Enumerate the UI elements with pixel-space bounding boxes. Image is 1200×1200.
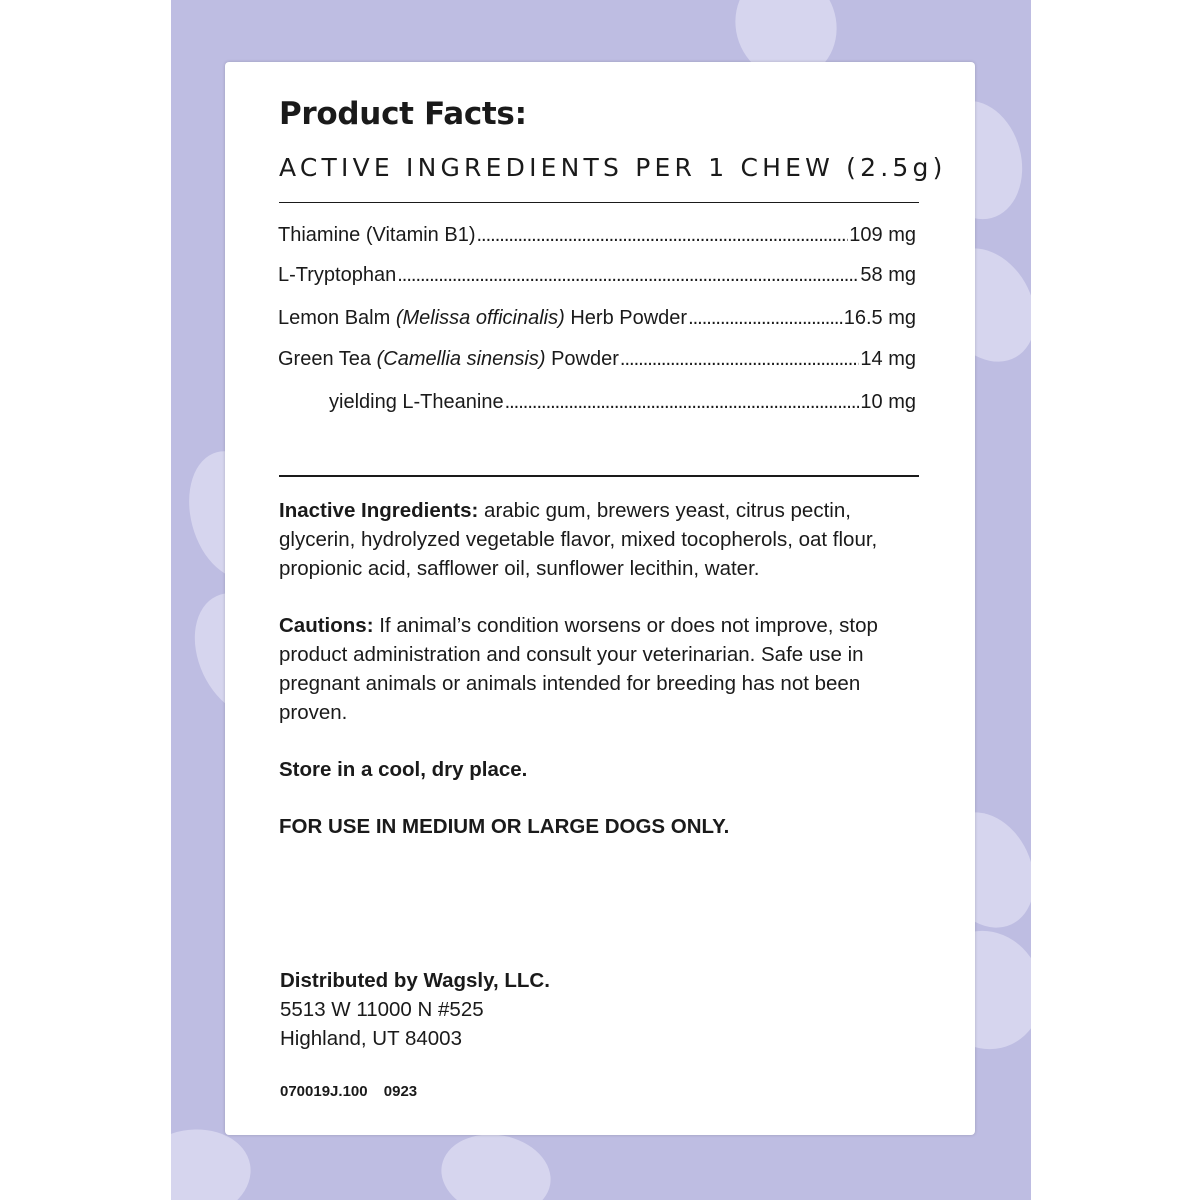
inactive-ingredients-text: arabic gum, brewers yeast, citrus pectin, glycerin, hydrolyzed vegetable flavor, mixed tocopherols, oat flour, propionic acid, safflower oil, sunflower lecithin, water. [279, 499, 878, 580]
distributor-address-line1: 5513 W 11000 N #525 [280, 998, 484, 1021]
inactive-ingredients-paragraph [279, 496, 929, 583]
ingredient-row-thiamine [278, 224, 916, 252]
active-ingredients-subtitle: ACTIVE INGREDIENTS PER 1 CHEW (2.5g) [279, 153, 947, 182]
storage-instruction: Store in a cool, dry place. [279, 758, 528, 781]
usage-restriction: FOR USE IN MEDIUM OR LARGE DOGS ONLY. [279, 815, 730, 838]
product-facts-card [225, 62, 975, 1135]
ingredient-name: Thiamine (Vitamin B1) [278, 224, 476, 246]
dot-leader [620, 348, 860, 371]
ingredient-row-theanine [329, 391, 916, 419]
cautions-text: If animal’s condition worsens or does not improve, stop product administration and consult your veterinarian. Safe use in pregnant animals or animals intended for breeding has not been proven. [279, 614, 878, 724]
cautions-label: Cautions: [279, 614, 374, 637]
product-facts-title: Product Facts: [279, 96, 527, 132]
ingredient-amount: 14 mg [860, 348, 916, 370]
ingredient-row-tryptophan [278, 264, 916, 292]
ingredient-name: yielding L-Theanine [329, 391, 504, 413]
dot-leader [397, 264, 859, 287]
ingredient-amount: 10 mg [860, 391, 916, 413]
ingredient-row-lemon-balm [278, 307, 916, 335]
dot-leader [476, 224, 848, 247]
ingredient-latin-name: (Melissa officinalis) [395, 307, 565, 329]
inactive-ingredients-label: Inactive Ingredients: [279, 499, 479, 522]
distributor-label: Distributed by Wagsly, LLC. [280, 969, 550, 992]
paw-print-spot [435, 1126, 557, 1200]
dot-leader [505, 391, 860, 414]
ingredient-row-green-tea [278, 348, 916, 376]
distributor-address-line2: Highland, UT 84003 [280, 1027, 462, 1050]
ingredient-name: Lemon Balm (Melissa officinalis) Herb Powder [278, 307, 688, 329]
ingredient-latin-name: (Camellia sinensis) [376, 348, 546, 370]
lot-code: 070019J.100 0923 [280, 1083, 418, 1100]
divider-middle [279, 475, 919, 477]
dot-leader [688, 307, 843, 330]
ingredient-name: L-Tryptophan [278, 264, 397, 286]
cautions-paragraph [279, 611, 929, 727]
ingredient-name: Green Tea (Camellia sinensis) Powder [278, 348, 619, 370]
divider-top [279, 202, 919, 203]
ingredient-amount: 109 mg [849, 224, 916, 246]
ingredient-amount: 16.5 mg [843, 307, 916, 329]
ingredient-amount: 58 mg [860, 264, 916, 286]
